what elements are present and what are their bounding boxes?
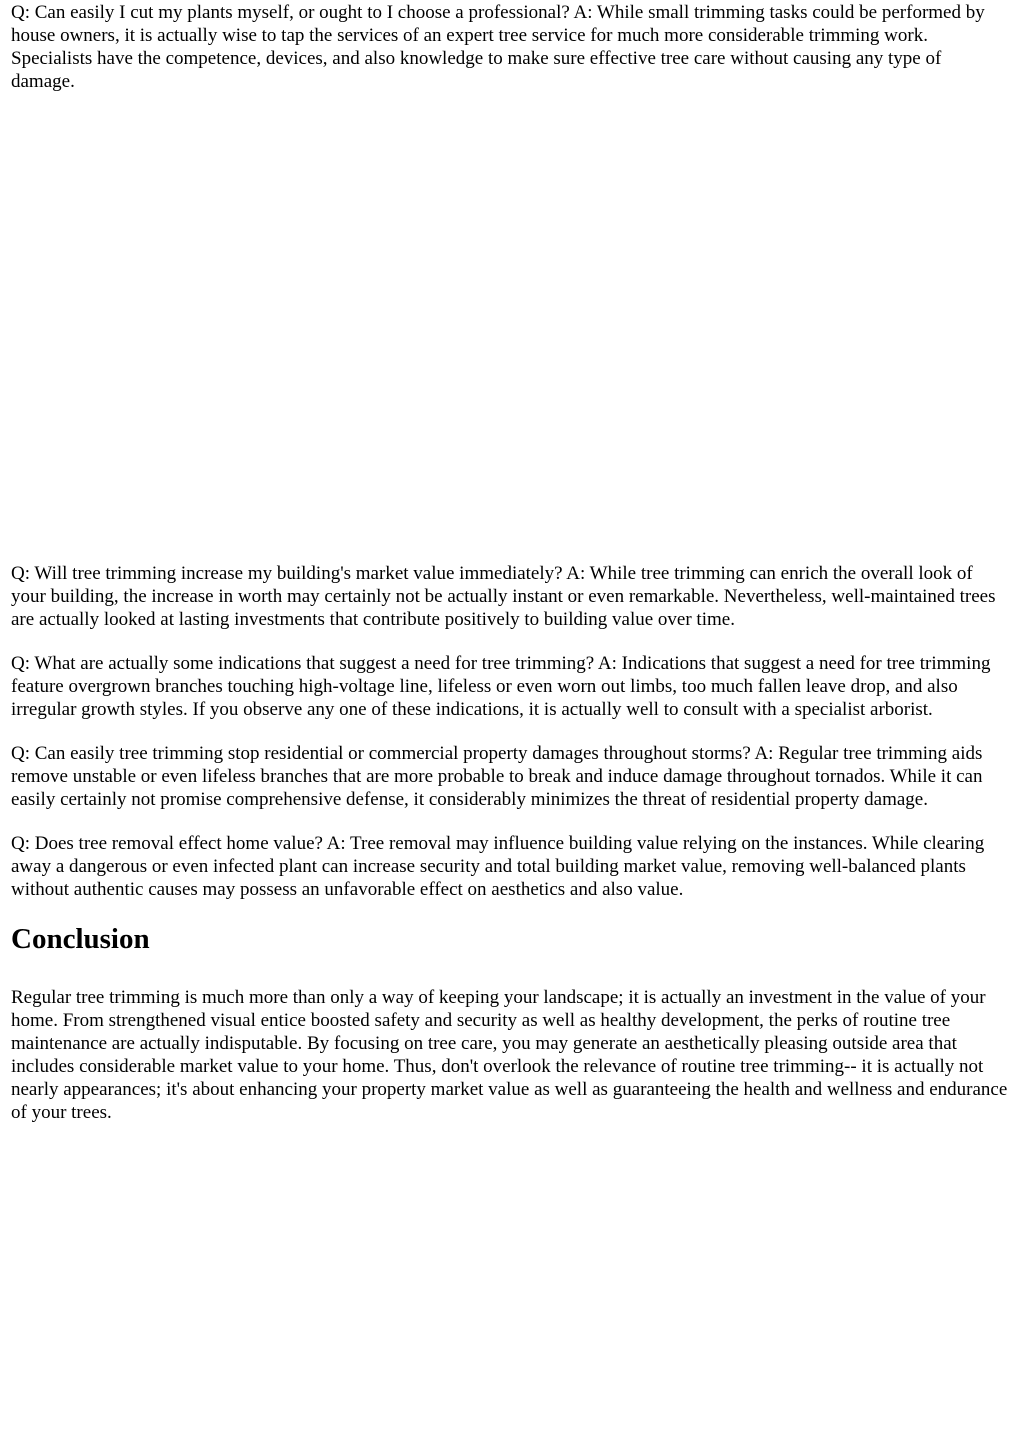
faq-paragraph-diy-vs-professional: Q: Can easily I cut my plants myself, or ought to I choose a professional? A: While small trimming tasks could be performed by house owners, it is actually wise to tap the services of an expert tree service for much more considerable trimming work. Specialists have the competence, devices, and also knowledge to make sure effective tree care without causing any type of damage. [11,2,985,92]
conclusion-paragraph: Regular tree trimming is much more than only a way of keeping your landscape; it is actually an investment in the value of your home. From strengthened visual entice boosted safety and security as well as healthy development, the perks of routine tree maintenance are actually indisputable. By focusing on tree care, you may generate an aesthetically pleasing outside area that includes considerable market value to your home. Thus, don't overlook the relevance of routine tree trimming-- it is actually not nearly appearances; it's about enhancing your property market value as well as guaranteeing the health and wellness and endurance of your trees. [11,987,1008,1123]
faq-paragraph-market-value: Q: Will tree trimming increase my building's market value immediately? A: While tree trimming can enrich the overall look of your building, the increase in worth may certainly not be actually instant or even remarkable. Nevertheless, well-maintained trees are actually looked at lasting investments that contribute positively to building value over time. [11,563,996,630]
faq-paragraph-indications: Q: What are actually some indications that suggest a need for tree trimming? A: Indications that suggest a need for tree trimming feature overgrown branches touching high-voltage line, lifeless or even worn out limbs, too much fallen leave drop, and also irregular growth styles. If you observe any one of these indications, it is actually well to consult with a specialist arborist. [11,653,991,720]
conclusion-heading: Conclusion [11,923,150,955]
faq-section [11,562,1009,1145]
faq-paragraph-tree-removal: Q: Does tree removal effect home value? A: Tree removal may influence building value relying on the instances. While clearing away a dangerous or even infected plant can increase security and total building market value, removing well-balanced plants without authentic causes may possess an unfavorable effect on aesthetics and also value. [11,833,985,900]
faq-paragraph-storm-damage: Q: Can easily tree trimming stop residential or commercial property damages throughout storms? A: Regular tree trimming aids remove unstable or even lifeless branches that are more probable to break and induce damage throughout tornados. While it can easily certainly not promise comprehensive defense, it considerably minimizes the threat of residential property damage. [11,743,983,810]
